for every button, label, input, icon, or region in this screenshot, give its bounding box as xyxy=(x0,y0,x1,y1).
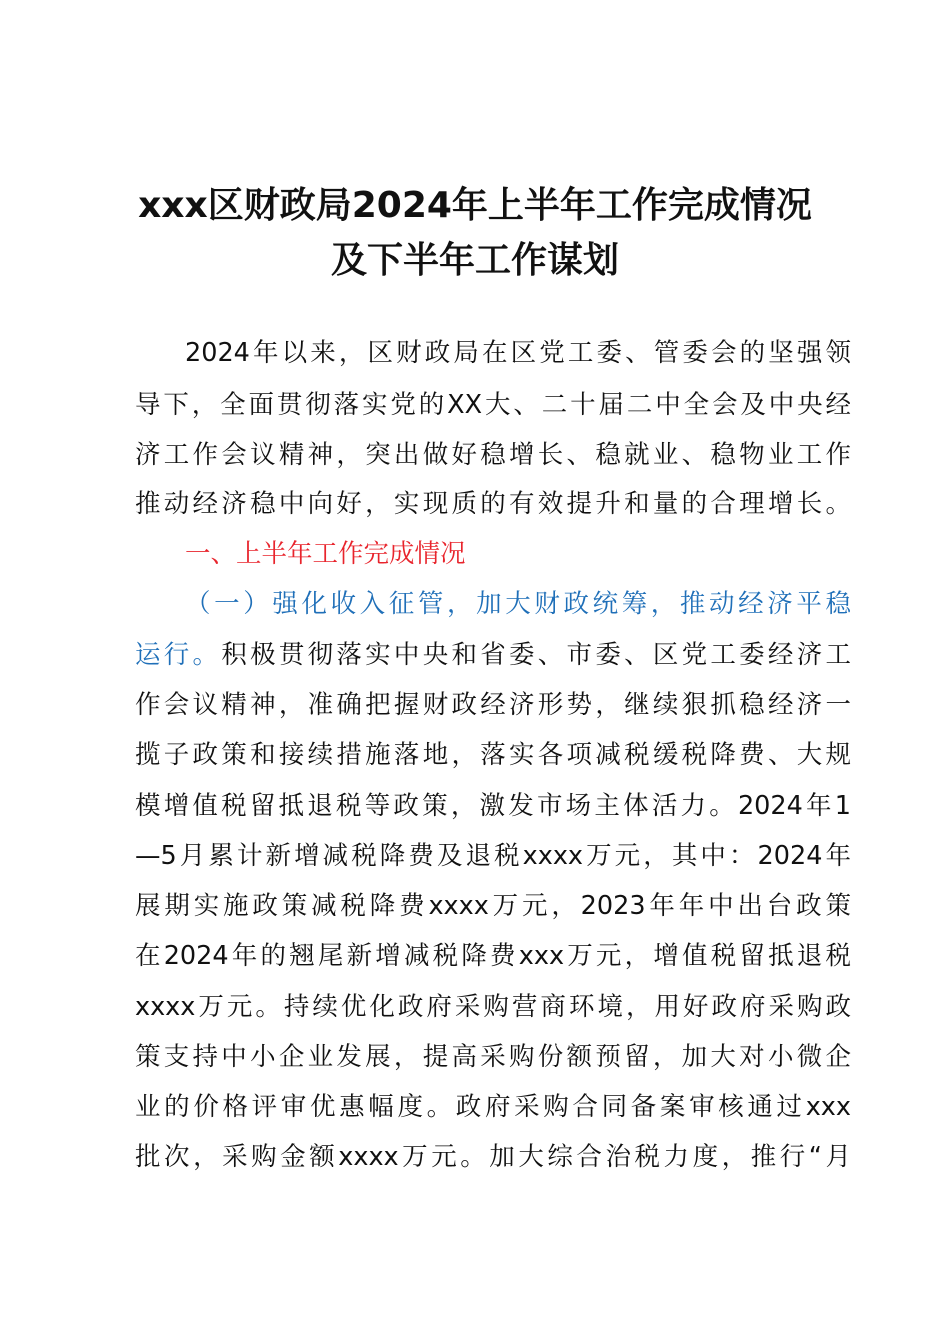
body-paragraph-line: —5月累计新增减税降费及退税xxxx万元，其中：2024年 xyxy=(135,841,851,871)
intro-paragraph-line: 导下，全面贯彻落实党的XX大、二十届二中全会及中央经 xyxy=(135,390,851,420)
body-paragraph-line: 模增值税留抵退税等政策，激发市场主体活力。2024年1 xyxy=(135,791,851,821)
document-title-line-2: 及下半年工作谋划 xyxy=(330,240,619,281)
body-paragraph-line: 作会议精神，准确把握财政经济形势，继续狠抓稳经济一 xyxy=(135,690,851,720)
body-paragraph-line: 在2024年的翘尾新增减税降费xxx万元，增值税留抵退税 xyxy=(135,941,851,971)
body-paragraph-line: 业的价格评审优惠幅度。政府采购合同备案审核通过xxx xyxy=(135,1092,851,1122)
body-paragraph-line xyxy=(135,640,851,670)
subsection-heading: （一）强化收入征管，加大财政统筹，推动经济平稳 xyxy=(185,589,851,619)
document-title-line-1: xxx区财政局2024年上半年工作完成情况 xyxy=(138,185,812,226)
subsection-heading-tail: 运行。 xyxy=(135,640,222,670)
body-paragraph-line: 展期实施政策减税降费xxxx万元，2023年年中出台政策 xyxy=(135,891,851,921)
body-paragraph-line: 批次，采购金额xxxx万元。加大综合治税力度，推行“月 xyxy=(135,1142,851,1172)
intro-paragraph-line: 2024年以来，区财政局在区党工委、管委会的坚强领 xyxy=(185,338,851,368)
body-text: 积极贯彻落实中央和省委、市委、区党工委经济工 xyxy=(221,640,851,670)
body-paragraph-line: 揽子政策和接续措施落地，落实各项减税缓税降费、大规 xyxy=(135,740,851,770)
intro-paragraph-line: 推动经济稳中向好，实现质的有效提升和量的合理增长。 xyxy=(135,489,851,519)
body-paragraph-line: 策支持中小企业发展，提高采购份额预留，加大对小微企 xyxy=(135,1042,851,1072)
section-heading: 一、上半年工作完成情况 xyxy=(185,539,466,569)
intro-paragraph-line: 济工作会议精神，突出做好稳增长、稳就业、稳物业工作 xyxy=(135,440,851,470)
body-paragraph-line: xxxx万元。持续优化政府采购营商环境，用好政府采购政 xyxy=(135,992,851,1022)
